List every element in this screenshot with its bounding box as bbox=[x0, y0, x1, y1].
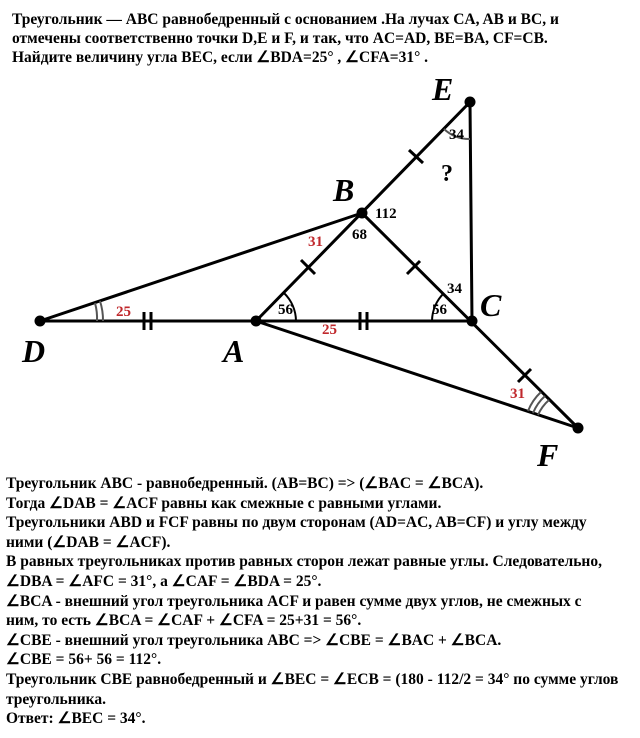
problem-line-2: отмечены соответственно точки D,E и F, и так, что AC=AD, BE=BA, CF=CB. bbox=[12, 30, 548, 47]
solution-line-10: ∠CBE = 56+ 56 = 112°. bbox=[6, 651, 162, 669]
angle-arc-D-2 bbox=[100, 301, 103, 321]
unknown-angle-mark: ? bbox=[441, 161, 453, 187]
angle-arc-D-1 bbox=[95, 303, 97, 321]
angle-B-inner-value: 68 bbox=[352, 227, 367, 243]
solution-line-7: ∠BCA - внешний угол треугольника ACF и равен сумме двух углов, не смежных с bbox=[6, 592, 582, 610]
angle-D-value: 25 bbox=[116, 304, 131, 320]
solution-line-8: ним, то есть ∠BCA = ∠CAF + ∠CFA = 25+31 = 56°. bbox=[6, 612, 362, 630]
answer-line: Ответ: ∠BEC = 34°. bbox=[6, 710, 146, 728]
segment-D-B bbox=[40, 213, 362, 321]
problem-line-3: Найдите величину угла BEC, если ∠BDA=25° , ∠CFA=31° . bbox=[12, 49, 429, 66]
solution-line-2: Тогда ∠DAB = ∠ACF равны как смежные с равными углами. bbox=[6, 494, 442, 512]
solution-text bbox=[6, 474, 636, 729]
solution-line-9: ∠CBE - внешний угол треугольника ABC => ∠CBE = ∠BAC + ∠BCA. bbox=[6, 631, 502, 649]
angle-B-outer-value: 112 bbox=[375, 206, 397, 222]
angle-C-upper-value: 34 bbox=[447, 281, 462, 297]
point-F bbox=[573, 423, 584, 434]
angle-C-value: 56 bbox=[432, 302, 447, 318]
segment-E-C bbox=[470, 102, 472, 321]
solution-line-6: ∠DBA = ∠AFC = 31°, а ∠CAF = ∠BDA = 25°. bbox=[6, 572, 322, 590]
label-C: C bbox=[480, 287, 502, 323]
angle-F-value: 31 bbox=[510, 386, 525, 402]
solution-line-1: Треугольник ABC - равнобедренный. (AB=BC) => (∠BAC = ∠BCA). bbox=[6, 475, 484, 492]
angle-E-value: 34 bbox=[449, 127, 464, 143]
solution-line-12: треугольника. bbox=[6, 690, 106, 708]
point-C bbox=[467, 316, 478, 327]
solution-line-4: ними (∠DAB = ∠ACF). bbox=[6, 533, 171, 551]
problem-line-1: Треугольник — ABC равнобедренный с основанием .На лучах CA, AB и BC, и bbox=[12, 11, 559, 28]
angle-A-value: 56 bbox=[278, 302, 293, 318]
label-B: B bbox=[333, 172, 355, 208]
segment-A-F bbox=[256, 321, 578, 428]
label-A: A bbox=[223, 333, 245, 369]
solution-line-5: В равных треугольниках против равных сторон лежат равные углы. Следовательно, bbox=[6, 553, 602, 571]
point-A bbox=[251, 316, 262, 327]
label-E: E bbox=[432, 71, 454, 107]
point-E bbox=[465, 97, 476, 108]
solution-line-3: Треугольники ABD и FCF равны по двум сторонам (AD=AC, AB=CF) и углу между bbox=[6, 514, 587, 532]
angle-ABF-value: 31 bbox=[308, 234, 323, 250]
point-B bbox=[357, 208, 368, 219]
label-D: D bbox=[22, 333, 46, 369]
label-F: F bbox=[537, 437, 559, 473]
angle-CAF-value: 25 bbox=[322, 322, 337, 338]
point-D bbox=[35, 316, 46, 327]
solution-line-11: Треугольник CBE равнобедренный и ∠BEC = ∠ECB = (180 - 112/2 = 34° по сумме углов bbox=[6, 670, 619, 688]
